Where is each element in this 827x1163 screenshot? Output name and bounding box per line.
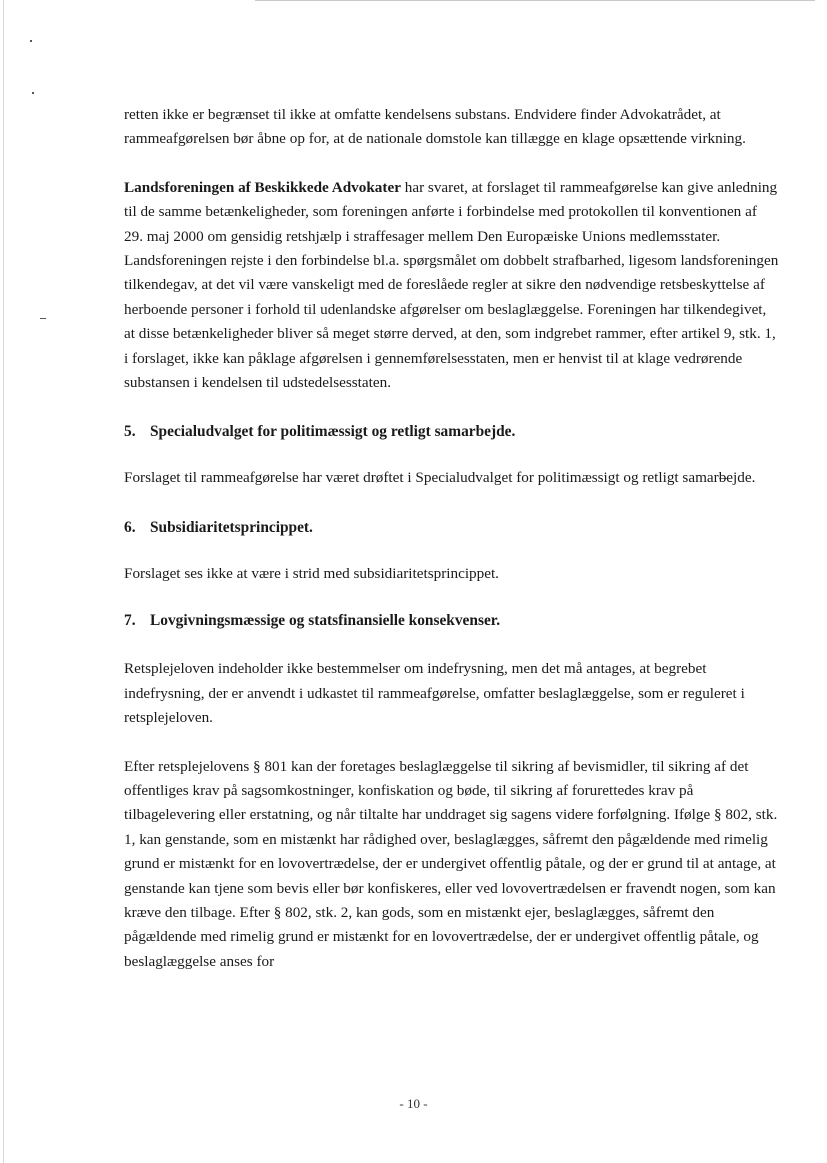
scan-top-rule	[255, 0, 815, 1]
paragraph-advokatraadet: retten ikke er begrænset til ikke at omfatte kendelsens substans. Endvidere finder Advokatrådet, at rammeafgørelsen bør åbne op for, at de nationale domstole kan tillægge en klage opsættende virkning.	[124, 106, 746, 148]
section-number: 7.	[124, 612, 136, 630]
section-heading-7	[124, 609, 779, 633]
scan-mark	[40, 318, 46, 319]
section-heading-5	[124, 420, 779, 444]
section-number: 5.	[124, 423, 136, 441]
paragraph-text: har svaret, at forslaget til rammeafgørelse kan give anledning til de samme betænkeligheder, som foreningen anførte i forbindelse med protokollen til konventionen af 29. maj 2000 om gensidig retshjælp i straffesager mellem Den Europæiske Unions medlemsstater. Landsforeningen rejste i den forbindelse bl.a. spørgsmålet om dobbelt strafbarhed, ligesom landsforeningen tilkendegav, at det vil være vanskeligt med de foreslåede regler at sikre den nødvendige retsbeskyttelse af herboende personer i forhold til udenlandske afgørelser om beslaglæggelse. Foreningen har tilkendegivet, at disse betænkeligheder bliver så meget større derved, at den, som indgrebet rammer, efter artikel 9, stk. 1, i forslaget, ikke kan påklage afgørelsen i gennemførelsesstaten, men er henvist til at klage vedrørende substansen i kendelsen til udstedelsesstaten.	[124, 178, 779, 392]
paragraph-subsidiaritet: Forslaget ses ikke at være i strid med subsidiaritetsprincippet.	[124, 564, 499, 582]
scan-mark	[32, 92, 34, 94]
document-body	[124, 103, 779, 974]
section-title: Lovgivningsmæssige og statsfinansielle konsekvenser.	[150, 612, 501, 630]
section-number: 6.	[124, 518, 136, 536]
paragraph-paragraf-801: Efter retsplejelovens § 801 kan der foretages beslaglæggelse til sikring af bevismidler, til sikring af det offentliges krav på sagsomkostninger, konfiskation og bøde, til sikring af forurettedes krav på tilbagelevering eller erstatning, og når tiltalte har unddraget sig sagens videre forfølgning. Ifølge § 802, stk. 1, kan genstande, som en mistænkt har rådighed over, beslaglægges, såfremt den pågældende med rimelig grund er mistænkt for en lovovertrædelse, der er undergivet offentlig påtale, og der er grund til at antage, at genstande kan tjene som bevis eller bør konfiskeres, eller ved lovovertrædelsen er fravendt nogen, som kan kræve den tilbage. Efter § 802, stk. 2, kan gods, som en mistænkt ejer, beslaglægges, såfremt den pågældende med rimelig grund er mistænkt for en lovovertrædelse, der er undergivet offentlig påtale, og beslaglæggelse anses for	[124, 757, 778, 970]
page-number: - 10 -	[399, 1096, 428, 1111]
section-title: Subsidiaritetsprincippet.	[150, 518, 313, 536]
paragraph-landsforeningen	[124, 176, 779, 396]
section-heading-6	[124, 516, 779, 540]
scan-left-edge	[3, 0, 4, 1163]
paragraph-retsplejeloven: Retsplejeloven indeholder ikke bestemmelser om indefrysning, men det må antages, at begrebet indefrysning, der er anvendt i udkastet til rammeafgørelse, omfatter beslaglæggelse, som er reguleret i retsplejeloven.	[124, 660, 745, 727]
section-title: Specialudvalget for politimæssigt og retligt samarbejde.	[150, 423, 516, 441]
organization-name: Landsforeningen af Beskikkede Advokater	[124, 178, 401, 196]
scan-mark	[30, 40, 32, 42]
paragraph-specialudvalget: Forslaget til rammeafgørelse har været drøftet i Specialudvalget for politimæssigt og retligt samarbejde.	[124, 469, 756, 487]
